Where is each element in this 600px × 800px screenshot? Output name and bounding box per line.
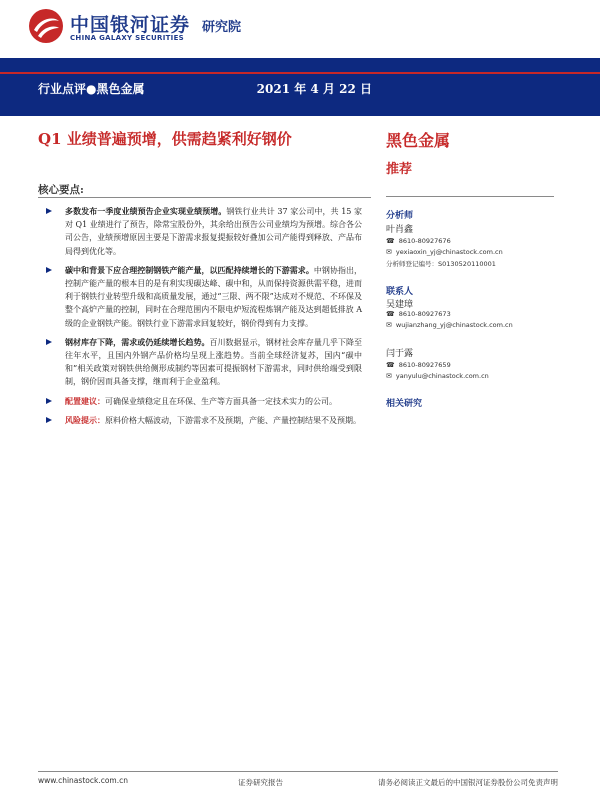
report-title: Q1 业绩普遍预增，供需趋紧利好钢价 <box>38 130 292 148</box>
report-date: 2021 年 4 月 22 日 <box>256 82 372 96</box>
report-category: 行业点评●黑色金属 <box>38 82 145 96</box>
key-point <box>44 205 362 258</box>
banner-stripe <box>0 72 600 74</box>
contact-email-row <box>386 372 489 380</box>
industry-name: 黑色金属 <box>386 131 451 150</box>
contact-name: 吴建璋 <box>386 300 414 310</box>
risk-text: 原料价格大幅波动，下游需求不及预期，产能、产量控制结果不及预期。 <box>105 415 361 425</box>
contact-phone: 8610-80927659 <box>398 361 451 369</box>
phone-icon: ☎ <box>386 237 395 245</box>
contact-email[interactable]: wujianzhang_yj@chinastock.com.cn <box>395 321 513 329</box>
contact-name: 闫于露 <box>386 349 414 359</box>
key-points-heading: 核心要点: <box>38 184 84 196</box>
footer-disclaimer: 请务必阅读正文最后的中国银河证券股份公司免责声明 <box>378 778 558 787</box>
related-research-heading: 相关研究 <box>386 399 423 409</box>
analyst-phone: 8610-80927676 <box>398 237 451 245</box>
advice-text: 可确保业绩稳定且在环保、生产等方面具备一定技术实力的公司。 <box>105 396 337 406</box>
phone-icon: ☎ <box>386 361 395 369</box>
key-point-heading: 钢材库存下降，需求或仍延续增长趋势。 <box>65 336 210 347</box>
contact-phone-row <box>386 310 451 318</box>
logo-institute: 研究院 <box>202 20 242 35</box>
footer-divider <box>38 771 558 772</box>
sidebar-divider <box>386 196 554 197</box>
analyst-name: 叶肖鑫 <box>386 225 414 235</box>
contact-phone-row <box>386 361 451 369</box>
footer-report-type: 证券研究报告 <box>238 778 283 787</box>
contact-email-row <box>386 321 513 329</box>
contact-heading: 联系人 <box>386 287 414 297</box>
analyst-email[interactable]: yexiaoxin_yj@chinastock.com.cn <box>395 248 503 256</box>
analyst-registration: 分析师登记编号：S0130520110001 <box>386 260 496 268</box>
rating-label: 推荐 <box>386 162 413 177</box>
key-point-heading: 多数发布一季度业绩预告企业实现业绩预增。 <box>65 206 227 216</box>
footer-website-link[interactable]: www.chinastock.com.cn <box>38 776 128 785</box>
contact-email[interactable]: yanyulu@chinastock.com.cn <box>395 372 489 380</box>
allocation-advice <box>44 395 362 408</box>
key-point <box>44 264 362 330</box>
logo-chinese-name: 中国银河证券 <box>70 14 191 36</box>
key-points-list <box>44 205 362 433</box>
analyst-phone-row <box>386 237 451 245</box>
key-point-heading: 碳中和背景下应合理控制钢铁产能产量，以匹配持续增长的下游需求。 <box>65 264 314 275</box>
contact-phone: 8610-80927673 <box>398 310 451 318</box>
mail-icon: ✉ <box>386 321 392 329</box>
analyst-email-row <box>386 248 503 256</box>
phone-icon: ☎ <box>386 310 395 318</box>
risk-warning <box>44 414 362 427</box>
key-point <box>44 336 362 389</box>
advice-label: 配置建议： <box>65 395 105 406</box>
risk-label: 风险提示： <box>65 414 105 425</box>
galaxy-logo-icon <box>28 8 64 44</box>
mail-icon: ✉ <box>386 372 392 380</box>
logo-english-name: CHINA GALAXY SECURITIES <box>70 34 184 42</box>
key-point-text: 钢铁行业共计 37 家公司中，共 15 家对 Q1 业绩进行了预告，除常宝股份外，其余给出预告公司业绩均为预增。综合各公司公告，业绩预增原因主要是下游需求报复提振较好叠加公司产能得到释放、产品布局得到优化等。 <box>65 207 363 256</box>
key-point-text: 百川数据显示，钢材社会库存量几乎下降至往年水平，且国内外钢产品价格均呈现上涨趋势。当前全球经济复苏，国内“碳中和”相关政策对钢铁供给侧形成制约等因素可提振钢材下游需求，同时供给端受到限制，钢价因而具备支撑，继而利于企业盈利。 <box>65 337 362 387</box>
mail-icon: ✉ <box>386 248 392 256</box>
key-point-text: 中钢协指出，控制产能产量的根本目的是有利实现碳达峰、碳中和，从而保持资源供需平稳，进而利于钢铁行业转型升级和高质量发展，通过“三限、两不限”达成对不规范、不环保及整个高炉产量的控制，同时在合理范围内不限电炉短流程炼钢产能及达到超低排放 A 级的企业钢铁产能。钢铁行业下游需求回复较好，钢价得到有力支撑。 <box>65 265 362 328</box>
analyst-heading: 分析师 <box>386 211 414 221</box>
divider <box>38 197 371 198</box>
